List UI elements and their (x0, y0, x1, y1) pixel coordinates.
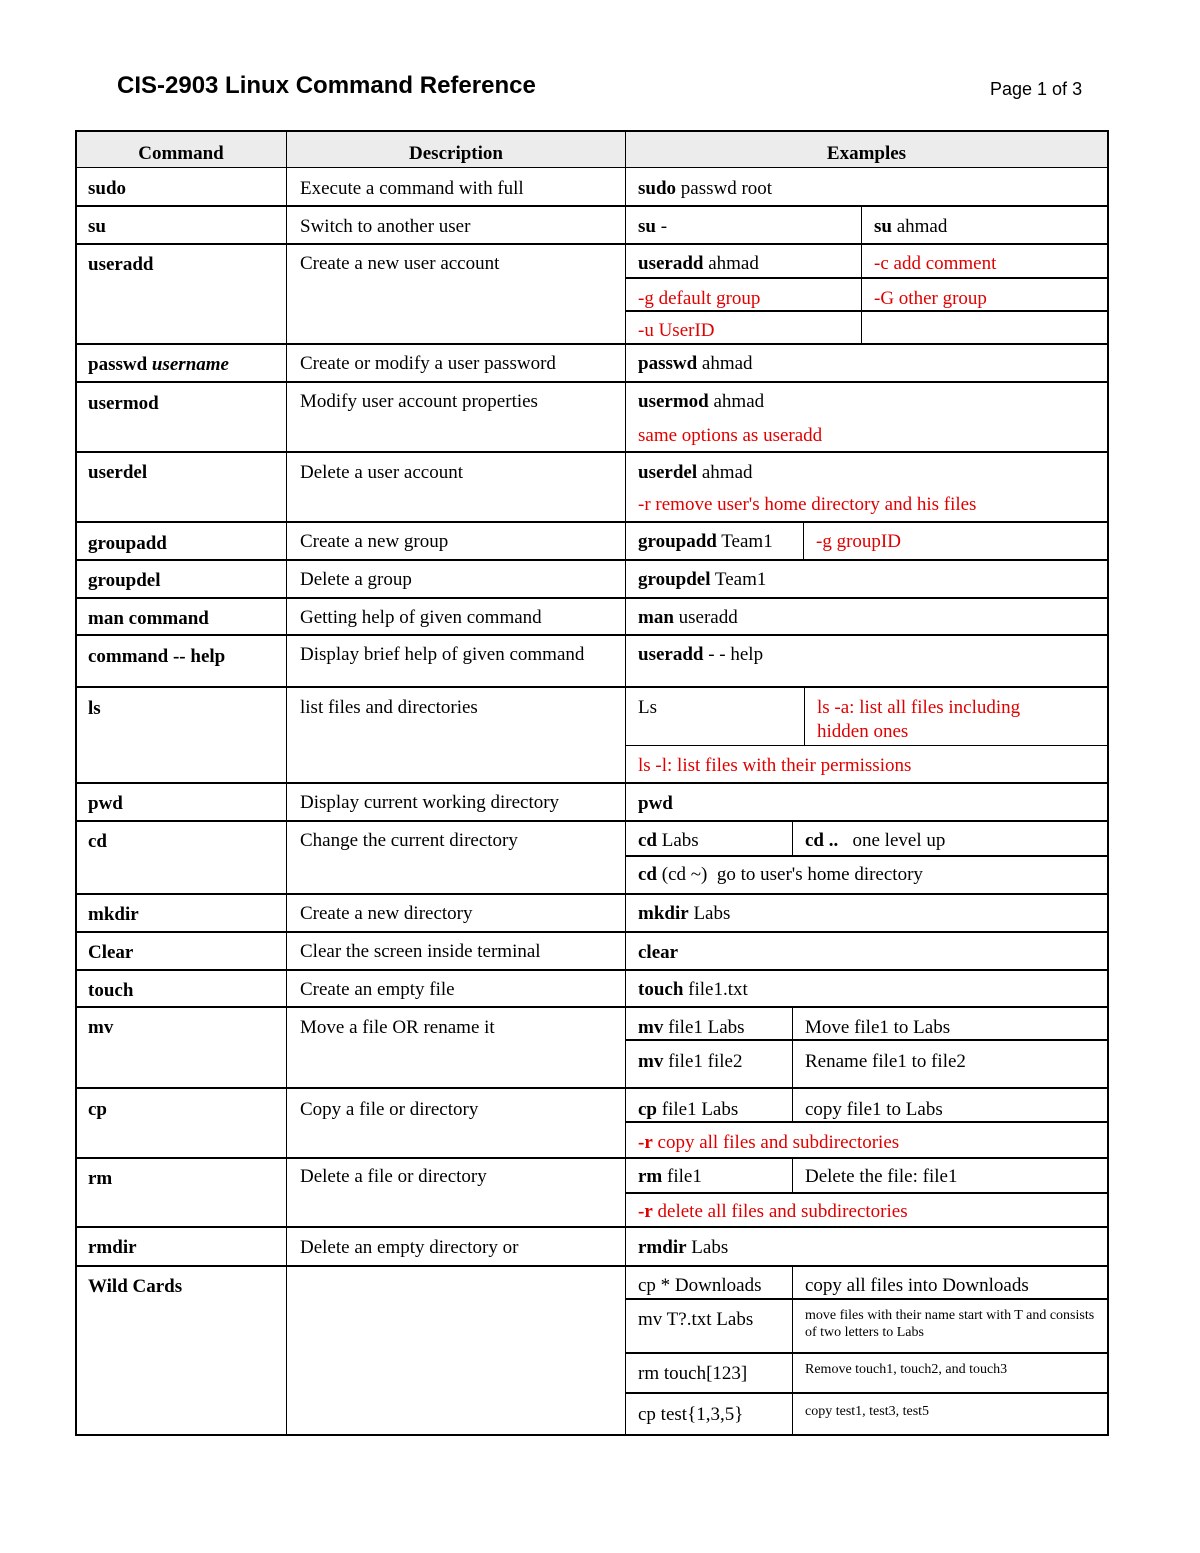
description-clear: Clear the screen inside terminal (300, 941, 541, 962)
command-userdel: userdel (88, 462, 148, 483)
example-usermod: usermod ahmad (638, 391, 765, 412)
option-rm-r: -r delete all files and subdirectories (638, 1201, 908, 1222)
description-usermod: Modify user account properties (300, 391, 538, 412)
command-clear: Clear (88, 942, 134, 963)
column-header-examples: Examples (826, 143, 907, 164)
description-userdel: Delete a user account (300, 462, 463, 483)
example-cd-3: cd (cd ~) go to user's home directory (638, 864, 923, 885)
note-rm: Delete the file: file1 (805, 1166, 958, 1187)
description-useradd: Create a new user account (300, 253, 500, 274)
command-usermod: usermod (88, 393, 159, 414)
description-sudo: Execute a command with full (300, 178, 524, 199)
option-useradd-c: -c add comment (874, 253, 997, 274)
command-help: command -- help (88, 646, 226, 667)
description-groupadd: Create a new group (300, 531, 449, 552)
command-cd: cd (88, 831, 107, 852)
example-clear: clear (638, 942, 679, 963)
example-mkdir: mkdir Labs (638, 903, 731, 924)
command-mkdir: mkdir (88, 904, 139, 925)
command-groupadd: groupadd (88, 533, 167, 554)
example-man: man useradd (638, 607, 738, 628)
note-userdel: -r remove user's home directory and his files (638, 494, 977, 515)
option-useradd-u: -u UserID (638, 320, 715, 341)
page-title: CIS-2903 Linux Command Reference (117, 72, 536, 99)
command-rmdir: rmdir (88, 1237, 137, 1258)
description-rmdir: Delete an empty directory or (300, 1237, 519, 1258)
note-mv-1: Move file1 to Labs (805, 1017, 951, 1038)
command-cp: cp (88, 1099, 107, 1120)
example-rmdir: rmdir Labs (638, 1237, 729, 1258)
example-su-2: su ahmad (874, 216, 948, 237)
command-man: man command (88, 608, 209, 629)
note-usermod: same options as useradd (638, 425, 823, 446)
option-ls-a-line2: hidden ones (817, 721, 909, 742)
command-su: su (88, 216, 106, 237)
option-cp-r: -r copy all files and subdirectories (638, 1132, 900, 1153)
description-groupdel: Delete a group (300, 569, 412, 590)
command-passwd: passwd username (88, 354, 229, 375)
note-mv-2: Rename file1 to file2 (805, 1051, 966, 1072)
description-mv: Move a file OR rename it (300, 1017, 495, 1038)
example-passwd: passwd ahmad (638, 353, 753, 374)
description-pwd: Display current working directory (300, 792, 560, 813)
example-wild-4: cp test{1,3,5} (638, 1404, 744, 1425)
example-groupdel: groupdel Team1 (638, 569, 767, 590)
example-cd-2: cd .. one level up (805, 830, 946, 851)
example-useradd: useradd ahmad (638, 253, 759, 274)
description-cd: Change the current directory (300, 830, 518, 851)
option-useradd-g: -g default group (638, 288, 761, 309)
example-wild-2: mv T?.txt Labs (638, 1309, 754, 1330)
note-wild-4: copy test1, test3, test5 (805, 1404, 930, 1419)
note-wild-3: Remove touch1, touch2, and touch3 (805, 1362, 1008, 1377)
example-pwd: pwd (638, 793, 673, 814)
example-help: useradd - - help (638, 644, 764, 665)
description-ls: list files and directories (300, 697, 478, 718)
example-cp: cp file1 Labs (638, 1099, 739, 1120)
command-sudo: sudo (88, 178, 127, 199)
option-groupadd-g: -g groupID (816, 531, 901, 552)
note-wild-2: move files with their name start with T and consists of two letters to Labs (805, 1308, 1095, 1340)
description-cp: Copy a file or directory (300, 1099, 479, 1120)
command-mv: mv (88, 1017, 114, 1038)
example-mv-2: mv file1 file2 (638, 1051, 743, 1072)
example-wild-3: rm touch[123] (638, 1363, 748, 1384)
example-mv-1: mv file1 Labs (638, 1017, 745, 1038)
description-touch: Create an empty file (300, 979, 455, 1000)
example-ls: Ls (638, 697, 657, 718)
example-su-1: su - (638, 216, 668, 237)
description-mkdir: Create a new directory (300, 903, 473, 924)
example-sudo: sudo passwd root (638, 178, 773, 199)
command-pwd: pwd (88, 793, 123, 814)
column-header-command: Command (138, 143, 224, 164)
command-rm: rm (88, 1168, 113, 1189)
option-useradd-G: -G other group (874, 288, 987, 309)
note-wild-1: copy all files into Downloads (805, 1275, 1029, 1296)
example-cd-1: cd Labs (638, 830, 699, 851)
description-rm: Delete a file or directory (300, 1166, 487, 1187)
option-ls-a-line1: ls -a: list all files including (817, 697, 1021, 718)
command-useradd: useradd (88, 254, 154, 275)
example-rm: rm file1 (638, 1166, 702, 1187)
option-ls-l: ls -l: list files with their permissions (638, 755, 912, 776)
command-wild-cards: Wild Cards (88, 1276, 183, 1297)
command-groupdel: groupdel (88, 570, 161, 591)
description-su: Switch to another user (300, 216, 471, 237)
example-groupadd: groupadd Team1 (638, 531, 773, 552)
description-passwd: Create or modify a user password (300, 353, 556, 374)
page-number: Page 1 of 3 (990, 79, 1083, 99)
example-wild-1: cp * Downloads (638, 1275, 762, 1296)
description-man: Getting help of given command (300, 607, 542, 628)
description-help: Display brief help of given command (300, 644, 585, 665)
note-cp: copy file1 to Labs (805, 1099, 943, 1120)
column-header-description: Description (409, 143, 503, 164)
example-userdel: userdel ahmad (638, 462, 753, 483)
command-touch: touch (88, 980, 134, 1001)
command-ls: ls (88, 698, 101, 719)
example-touch: touch file1.txt (638, 979, 748, 1000)
